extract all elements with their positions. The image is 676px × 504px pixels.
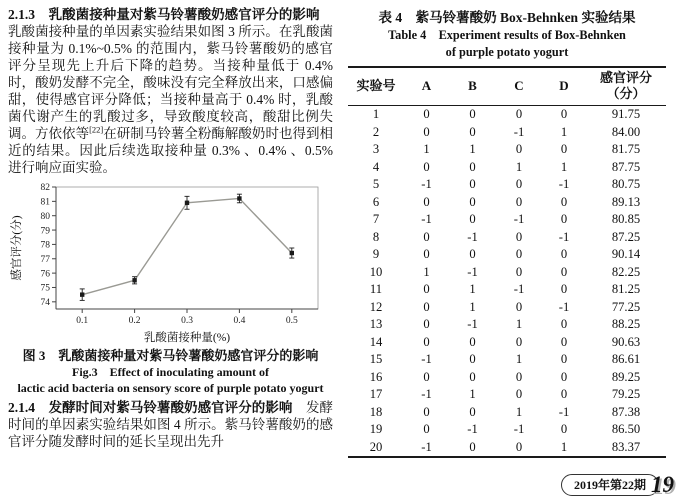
table-cell: 0: [469, 194, 476, 209]
table-row: [348, 141, 666, 159]
data-point-marker: [80, 292, 84, 296]
table-cell: 80.85: [611, 212, 641, 226]
y-tick-label: 78: [40, 240, 50, 251]
y-tick-label: 74: [40, 298, 50, 309]
table-cell: -1: [467, 264, 478, 279]
col-header-sensory-score-line1: 感官评分: [599, 70, 652, 85]
table-cell: 90.63: [611, 334, 641, 349]
table-cell: 80.75: [611, 177, 641, 191]
table-cell: 0: [469, 212, 476, 226]
table-cell: 86.50: [611, 422, 641, 436]
section-2-1-3-paragraph: [8, 6, 333, 176]
table-cell: 0: [469, 369, 476, 384]
table-row: [348, 159, 666, 177]
table-row: [348, 404, 666, 422]
table-cell: 0: [560, 369, 568, 384]
table-cell: -1: [467, 422, 478, 436]
table-cell: 79.25: [611, 387, 641, 401]
table-row: [348, 421, 666, 439]
table-cell: 0: [515, 299, 523, 314]
table-cell: 89.13: [611, 194, 641, 209]
table-cell: 0: [469, 439, 476, 454]
table4-title-en1: Table 4 Experiment results of Box-Behnken: [388, 28, 626, 42]
table-cell: 0: [560, 107, 568, 121]
table-row: [348, 211, 666, 229]
table-cell: -1: [421, 439, 432, 454]
y-tick-label: 81: [40, 197, 50, 208]
table-cell: 0: [469, 159, 476, 174]
table-cell: 0: [469, 107, 476, 121]
table-cell: 1: [560, 124, 568, 139]
table-cell: 0: [423, 317, 430, 331]
table-cell: 0: [515, 369, 523, 384]
x-tick-label: 0.4: [233, 316, 246, 326]
table-row: [348, 351, 666, 369]
citation-22: [22]: [89, 124, 104, 135]
table-row: [348, 299, 666, 317]
table-cell: 0: [469, 247, 476, 261]
section-2-1-4-body: 发酵时间的单因素实验结果如图 4 所示。紫马铃薯酸奶的感官评分随发酵时间的延长呈现出先升: [8, 400, 334, 449]
table-cell: 87.25: [611, 229, 641, 244]
table-cell: 9: [372, 247, 380, 261]
table-cell: 4: [372, 159, 380, 174]
table-cell: 0: [423, 334, 430, 349]
table-cell: 0: [423, 194, 430, 209]
table-cell: 0: [515, 229, 523, 244]
y-tick-label: 76: [40, 269, 50, 280]
table-cell: 0: [469, 404, 476, 419]
y-axis-label: 感官评分(分): [11, 215, 23, 281]
table-cell: 0: [560, 334, 568, 349]
table-cell: 0: [560, 282, 568, 296]
table-row: [348, 246, 666, 264]
table-cell: 0: [515, 107, 523, 121]
table-cell: 0: [423, 124, 430, 139]
col-header-d: D: [542, 67, 586, 106]
y-tick-label: 79: [40, 226, 50, 237]
table-cell: 0: [423, 404, 430, 419]
table-cell: 0: [515, 387, 523, 401]
table-cell: -1: [513, 282, 525, 296]
table-cell: 84.00: [611, 124, 641, 139]
x-axis-label: 乳酸菌接种量(%): [143, 332, 231, 344]
table-cell: 1: [469, 299, 476, 314]
table-cell: 0: [423, 422, 430, 436]
journal-footer-stamp: [561, 473, 674, 496]
figure3-caption-cn: 图 3 乳酸菌接种量对紫马铃薯酸奶感官评分的影响: [22, 348, 319, 363]
table-cell: -1: [467, 317, 478, 331]
data-point-marker: [290, 251, 294, 255]
table-cell: 77.25: [611, 299, 641, 314]
table-cell: -1: [513, 422, 525, 436]
table-cell: 1: [469, 142, 476, 156]
section-2-1-4-heading: 2.1.4 发酵时间对紫马铃薯酸奶感官评分的影响: [8, 400, 293, 415]
table-cell: 15: [369, 352, 383, 366]
table-row: [348, 369, 666, 387]
table-cell: -1: [513, 124, 525, 139]
x-tick-label: 0.1: [76, 316, 89, 326]
section-2-1-4-paragraph: [8, 399, 333, 450]
table-cell: 0: [560, 422, 568, 436]
table-cell: 0: [469, 124, 476, 139]
table-row: [348, 264, 666, 282]
table-cell: 1: [515, 404, 523, 419]
table-cell: 0: [515, 264, 523, 279]
col-header-b: B: [449, 67, 496, 106]
section-2-1-3-body1: 乳酸菌接种量的单因素实验结果如图 3 所示。在乳酸菌接种量为 0.1%~0.5% 的范围内，紫马铃薯酸奶的感官评分呈现先上升后下降的趋势。当接种量低于 0.4% 时，酸奶发酵不完全，酸味没有完全释放出来，口感偏甜，使得感官评分降低；当接种量高于 0.4% 时，乳酸菌代谢产生的乳酸过多，导致酸度较高，酸甜比例失调。方依依等: [8, 7, 333, 141]
table4-title: [348, 9, 666, 61]
table-cell: -1: [558, 229, 570, 244]
right-column: [340, 0, 676, 504]
table-cell: 18: [369, 404, 383, 419]
table-cell: 87.38: [611, 404, 641, 419]
table-cell: 11: [369, 282, 383, 296]
table-cell: -1: [558, 299, 570, 314]
table-row: [348, 229, 666, 247]
table-cell: 12: [369, 299, 383, 314]
figure3: [8, 178, 333, 396]
table-row: [348, 386, 666, 404]
y-tick-label: 82: [40, 183, 50, 194]
table-cell: 19: [369, 422, 383, 436]
table4: [348, 66, 666, 458]
table-cell: 0: [560, 264, 568, 279]
table-cell: 0: [515, 142, 523, 156]
table-cell: 81.75: [611, 142, 641, 156]
y-tick-label: 80: [40, 211, 50, 222]
table-cell: 89.25: [611, 369, 641, 384]
table-cell: 91.75: [611, 107, 641, 121]
table-cell: 3: [372, 142, 380, 156]
table-cell: 87.75: [611, 159, 641, 174]
table4-title-en2: of purple potato yogurt: [445, 45, 569, 59]
table-cell: 0: [560, 142, 568, 156]
table-cell: 0: [515, 439, 523, 454]
table-cell: 0: [515, 247, 523, 261]
table-cell: 90.14: [611, 247, 641, 261]
col-header-sensory-score: [586, 67, 666, 106]
table-cell: 0: [469, 334, 476, 349]
table-cell: 0: [560, 352, 568, 366]
table-cell: -1: [558, 404, 570, 419]
figure3-caption-en1: Fig.3 Effect of inoculating amount of: [72, 365, 269, 379]
table-cell: 88.25: [611, 317, 641, 331]
table-cell: -1: [421, 387, 432, 401]
x-tick-label: 0.3: [181, 316, 193, 326]
table-cell: 0: [560, 194, 568, 209]
table-row: [348, 439, 666, 458]
table-cell: 1: [423, 264, 430, 279]
series-line: [82, 198, 292, 294]
table-cell: 0: [423, 299, 430, 314]
data-point-marker: [132, 278, 136, 282]
table-header-row: [348, 67, 666, 106]
table-row: [348, 124, 666, 142]
data-point-marker: [185, 201, 189, 205]
table-cell: 0: [515, 334, 523, 349]
table-row: [348, 281, 666, 299]
table-cell: 1: [560, 159, 568, 174]
table-cell: -1: [421, 352, 432, 366]
table-cell: 20: [369, 439, 383, 454]
table-cell: -1: [421, 177, 432, 191]
table-row: [348, 316, 666, 334]
table-cell: 6: [372, 194, 380, 209]
section-2-1-3-heading: 2.1.3 乳酸菌接种量对紫马铃薯酸奶感官评分的影响: [8, 7, 320, 22]
table-cell: 1: [515, 159, 523, 174]
y-tick-label: 75: [40, 283, 50, 294]
table-cell: 5: [372, 177, 380, 191]
col-header-a: A: [404, 67, 449, 106]
table-cell: 16: [369, 369, 383, 384]
table-cell: 0: [423, 369, 430, 384]
table-cell: 83.37: [611, 439, 641, 454]
table-cell: 17: [369, 387, 383, 401]
table-row: [348, 334, 666, 352]
table-cell: -1: [467, 229, 478, 244]
table-cell: 0: [423, 159, 430, 174]
table4-title-cn: 表 4 紫马铃薯酸奶 Box-Behnken 实验结果: [378, 10, 636, 25]
table-row: [348, 106, 666, 124]
table-cell: 86.61: [611, 352, 641, 366]
figure3-line-chart: [8, 178, 332, 346]
figure3-caption: [8, 347, 333, 396]
table-cell: 0: [560, 387, 568, 401]
section-2-1-3-body2: 在研制马铃薯全粉酶解酸奶时也得到相近的结果。因此后续选取接种量 0.3% 、0.4% 、0.5% 进行响应面实验。: [8, 126, 334, 175]
col-header-sensory-score-line2: （分）: [606, 86, 646, 101]
table-cell: 0: [560, 212, 568, 226]
table-cell: 0: [560, 247, 568, 261]
table-cell: 0: [423, 107, 430, 121]
figure3-caption-en2: lactic acid bacteria on sensory score of purple potato yogurt: [17, 381, 324, 395]
journal-issue-badge: 2019年第22期: [561, 474, 659, 496]
table-row: [348, 194, 666, 212]
table-cell: 81.25: [611, 282, 641, 296]
table-cell: 13: [369, 317, 383, 331]
table-row: [348, 176, 666, 194]
x-tick-label: 0.5: [285, 316, 298, 326]
table-cell: -1: [558, 177, 570, 191]
table-cell: 1: [469, 282, 476, 296]
table-cell: 1: [515, 317, 523, 331]
table-cell: 0: [469, 177, 476, 191]
table-cell: 0: [515, 194, 523, 209]
table-cell: 0: [423, 282, 430, 296]
table-cell: 14: [369, 334, 383, 349]
table-cell: 10: [369, 264, 383, 279]
y-tick-label: 77: [40, 254, 50, 265]
table-cell: 7: [372, 212, 380, 226]
table-cell: -1: [421, 212, 432, 226]
table-cell: 1: [560, 439, 568, 454]
data-point-marker: [237, 196, 241, 200]
table-cell: 1: [372, 107, 380, 121]
table-cell: 8: [372, 229, 380, 244]
table-cell: 0: [560, 317, 568, 331]
col-header-c: C: [496, 67, 542, 106]
table-cell: 82.25: [611, 264, 641, 279]
table-cell: 0: [515, 177, 523, 191]
table-cell: 1: [515, 352, 523, 366]
page-number: 19: [651, 472, 674, 497]
x-tick-label: 0.2: [128, 316, 141, 326]
table-cell: 1: [423, 142, 430, 156]
table-cell: 0: [423, 229, 430, 244]
col-header-run-number: 实验号: [348, 67, 404, 106]
table-cell: 1: [469, 387, 476, 401]
table-cell: 0: [469, 352, 476, 366]
table-cell: -1: [513, 212, 525, 226]
table-cell: 0: [423, 247, 430, 261]
table-cell: 2: [372, 124, 380, 139]
